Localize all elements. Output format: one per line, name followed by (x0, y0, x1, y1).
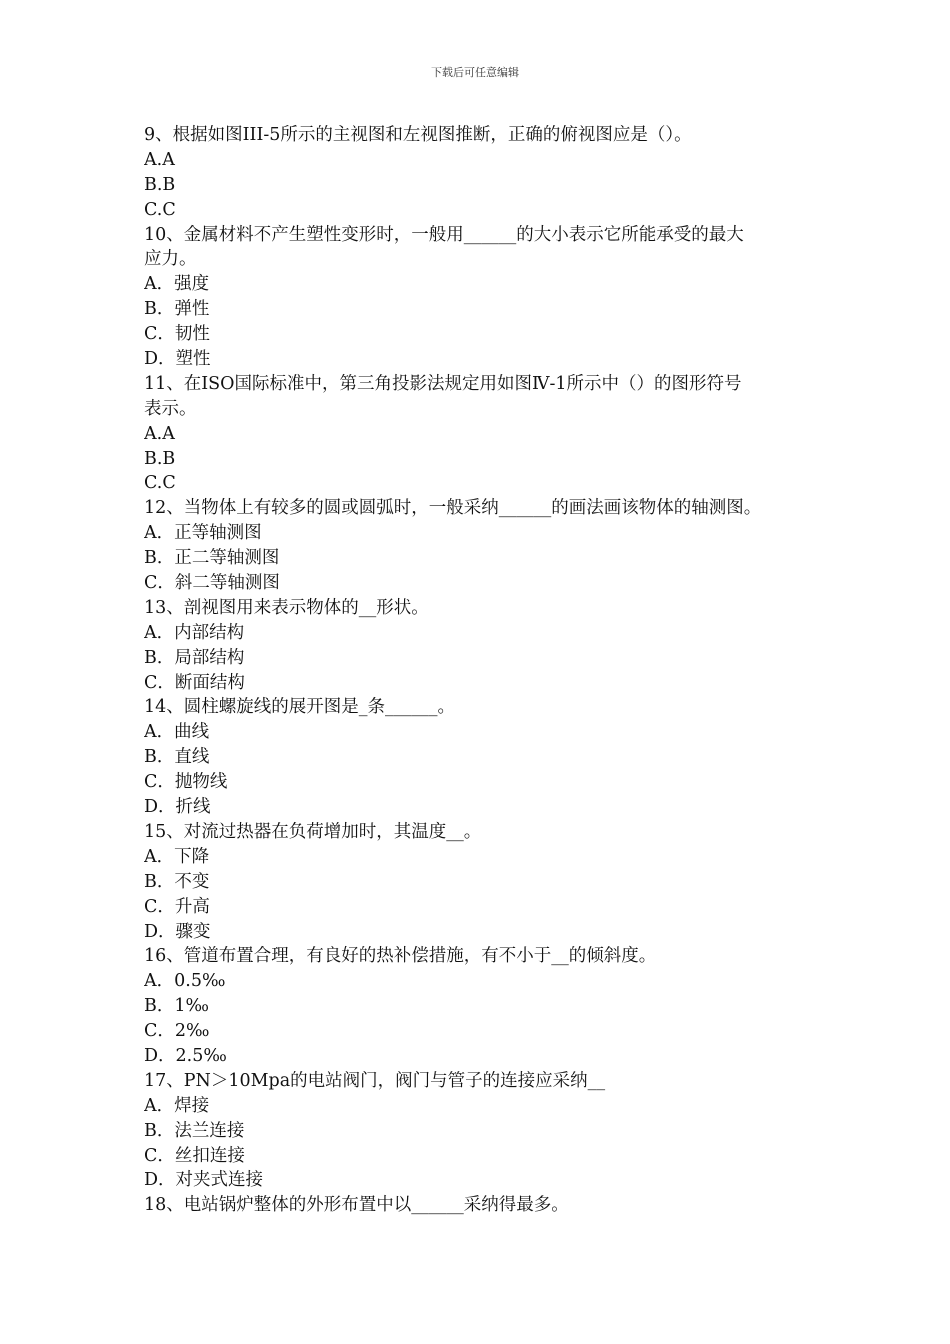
option-line: A．0.5‰ (144, 971, 226, 992)
option-line: C．断面结构 (144, 672, 245, 693)
option-line: C．丝扣连接 (144, 1145, 245, 1166)
option-line: A.A (144, 423, 175, 444)
option-line: B．法兰连接 (144, 1120, 245, 1141)
question-11-continuation: 表示。 (144, 398, 197, 419)
option-line: A．内部结构 (144, 622, 245, 643)
document-body (144, 123, 814, 1218)
question-15: 15、对流过热器在负荷增加时，其温度__。 (144, 821, 482, 842)
option-line: C．升高 (144, 896, 210, 917)
option-line: D．塑性 (144, 349, 211, 370)
option-line: A．强度 (144, 274, 210, 295)
option-line: B．正二等轴测图 (144, 548, 280, 569)
question-11: 11、在ISO国际标准中，第三角投影法规定用如图Ⅳ-1所示中（）的图形符号 (144, 373, 742, 394)
question-13: 13、剖视图用来表示物体的__形状。 (144, 597, 429, 618)
option-line: B．局部结构 (144, 647, 245, 668)
option-line: C．斜二等轴测图 (144, 573, 280, 594)
option-line: A．正等轴测图 (144, 523, 262, 544)
option-line: D．折线 (144, 797, 211, 818)
question-17: 17、PN＞10Mpa的电站阀门，阀门与管子的连接应采纳__ (144, 1070, 606, 1091)
option-line: D．2.5‰ (144, 1045, 227, 1066)
option-line: C．韧性 (144, 324, 210, 345)
option-line: C．抛物线 (144, 772, 228, 793)
option-line: C．2‰ (144, 1021, 210, 1042)
question-16: 16、管道布置合理，有良好的热补偿措施，有不小于__的倾斜度。 (144, 946, 657, 967)
option-line: B．直线 (144, 747, 210, 768)
page-header: 下载后可任意编辑 (431, 66, 519, 79)
option-line: D．对夹式连接 (144, 1170, 264, 1191)
option-line: B．弹性 (144, 299, 210, 320)
option-line: A．曲线 (144, 722, 210, 743)
question-12: 12、当物体上有较多的圆或圆弧时，一般采纳______的画法画该物体的轴测图。 (144, 498, 762, 519)
question-18: 18、电站锅炉整体的外形布置中以______采纳得最多。 (144, 1195, 569, 1216)
option-line: C.C (144, 199, 176, 220)
option-line: D．骤变 (144, 921, 211, 942)
option-line: B．1‰ (144, 996, 209, 1017)
option-line: B.B (144, 448, 176, 469)
option-line: A.A (144, 149, 175, 170)
option-line: B．不变 (144, 871, 210, 892)
question-10: 10、金属材料不产生塑性变形时，一般用______的大小表示它所能承受的最大 (144, 224, 744, 245)
question-14: 14、圆柱螺旋线的展开图是_条______。 (144, 697, 456, 718)
option-line: A．焊接 (144, 1095, 210, 1116)
question-10-continuation: 应力。 (144, 249, 197, 270)
question-9: 9、根据如图III-5所示的主视图和左视图推断，正确的俯视图应是（）。 (144, 125, 692, 145)
option-line: B.B (144, 174, 176, 195)
option-line: C.C (144, 473, 176, 494)
option-line: A．下降 (144, 846, 210, 867)
